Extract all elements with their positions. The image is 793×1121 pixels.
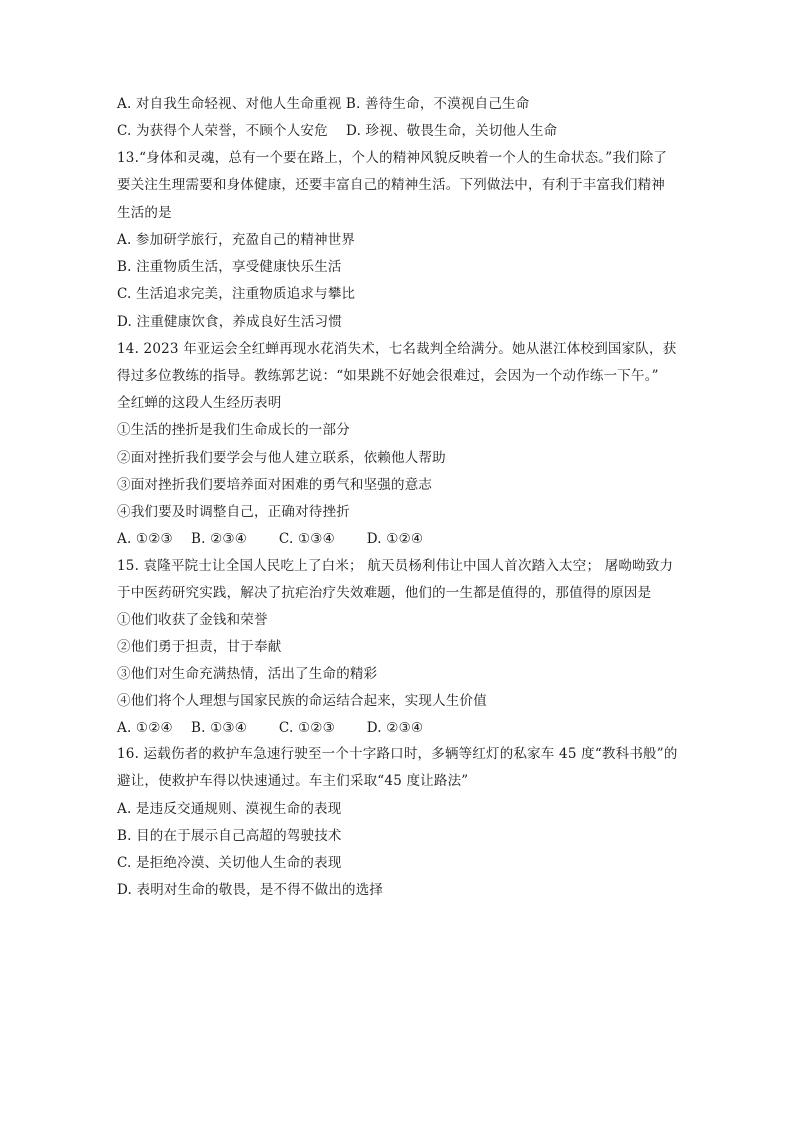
q15-statement-2: ②他们勇于担责，甘于奉献 — [117, 639, 282, 655]
q14-options: A. ①②③ B. ②③④ C. ①③④ D. ①②④ — [117, 531, 424, 547]
q12-options-cd: C. 为获得个人荣誉，不顾个人安危 D. 珍视、敬畏生命，关切他人生命 — [117, 123, 558, 139]
q16-stem-line-1: 16. 运载伤者的救护车急速行驶至一个十字路口时，多辆等红灯的私家车 45 度“教科书般”的 — [117, 746, 678, 762]
q15-statement-4: ④他们将个人理想与国家民族的命运结合起来，实现人生价值 — [117, 693, 487, 709]
q13-option-a: A. 参加研学旅行，充盈自己的精神世界 — [117, 232, 356, 248]
q13-option-b: B. 注重物质生活，享受健康快乐生活 — [117, 259, 342, 275]
q12-options-ab: A. 对自我生命轻视、对他人生命重视 B. 善待生命，不漠视自己生命 — [117, 96, 530, 112]
q14-statement-1: ①生活的挫折是我们生命成长的一部分 — [117, 422, 350, 438]
q13-stem-line-2: 要关注生理需要和身体健康，还要丰富自己的精神生活。下列做法中，有利于丰富我们精神 — [117, 177, 665, 193]
q14-stem-line-1: 14. 2023 年亚运会全红蝉再现水花消失术，七名裁判全给满分。她从湛江体校到国家队，获 — [117, 341, 677, 357]
q14-statement-4: ④我们要及时调整自己，正确对待挫折 — [117, 504, 350, 520]
q15-stem-line-1: 15. 袁隆平院士让全国人民吃上了白米； 航天员杨利伟让中国人首次踏入太空； 屠呦呦致力 — [117, 558, 674, 574]
q13-option-d: D. 注重健康饮食，养成良好生活习惯 — [117, 314, 343, 330]
q16-option-a: A. 是违反交通规则、漠视生命的表现 — [117, 801, 342, 817]
q14-stem-line-2: 得过多位教练的指导。教练郭艺说：“如果跳不好她会很难过，会因为一个动作练一下午。” — [117, 368, 659, 384]
q15-stem-line-2: 于中医药研究实践，解决了抗疟治疗失效难题，他们的一生都是值得的，那值得的原因是 — [117, 585, 652, 601]
q15-options: A. ①②④ B. ①③④ C. ①②③ D. ②③④ — [117, 720, 424, 736]
q15-statement-3: ③他们对生命充满热情，活出了生命的精彩 — [117, 666, 378, 682]
q13-stem-line-3: 生活的是 — [117, 205, 172, 221]
q16-option-d: D. 表明对生命的敬畏，是不得不做出的选择 — [117, 882, 384, 898]
q16-stem-line-2: 避让，使救护车得以快速通过。车主们采取“45 度让路法” — [117, 773, 469, 789]
q14-stem-line-3: 全红蝉的这段人生经历表明 — [117, 395, 282, 411]
q16-option-b: B. 目的在于展示自己高超的驾驶技术 — [117, 828, 342, 844]
q15-statement-1: ①他们收获了金钱和荣誉 — [117, 612, 268, 628]
q13-stem-line-1: 13.“身体和灵魂，总有一个要在路上，个人的精神风貌反映着一个人的生命状态。”我们除了 — [117, 150, 668, 166]
q14-statement-3: ③面对挫折我们要培养面对困难的勇气和坚强的意志 — [117, 477, 433, 493]
q14-statement-2: ②面对挫折我们要学会与他人建立联系，依赖他人帮助 — [117, 450, 446, 466]
q16-option-c: C. 是拒绝冷漠、关切他人生命的表现 — [117, 855, 342, 871]
q13-option-c: C. 生活追求完美，注重物质追求与攀比 — [117, 286, 356, 302]
